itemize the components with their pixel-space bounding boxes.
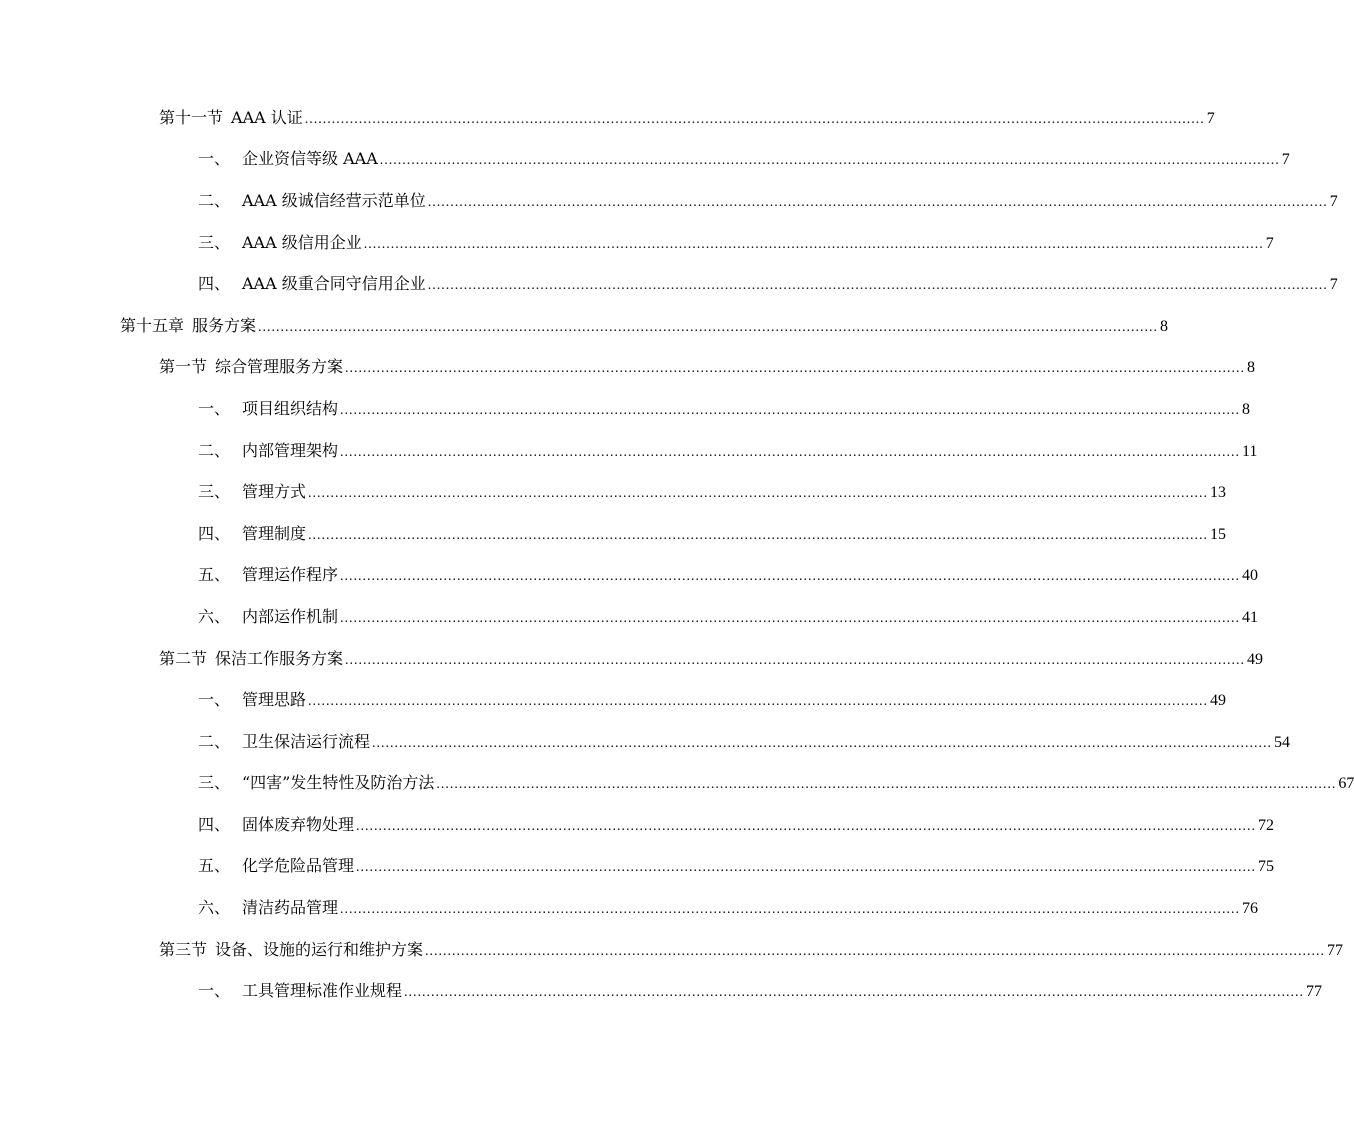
toc-entry-number: 第十五章: [120, 315, 185, 335]
toc-page-number: 7: [1265, 234, 1274, 252]
toc-dot-leader: ........................................................................................................................................................................................................: [308, 694, 1209, 710]
toc-entry-line: [198, 232, 1274, 255]
toc-entry-title: 管理运作程序: [242, 565, 339, 585]
toc-dot-leader: ........................................................................................................................................................................................................: [340, 902, 1241, 918]
toc-entry-title: 内部管理架构: [242, 440, 339, 460]
toc-entry[interactable]: [0, 181, 1338, 223]
toc-page-number: 11: [1242, 442, 1258, 460]
toc-entry-line: [198, 814, 1275, 837]
toc-entry-number: 二、: [198, 190, 231, 210]
toc-entry-title: 服务方案: [192, 315, 257, 335]
toc-entry-number: 三、: [198, 232, 231, 252]
toc-dot-leader: ........................................................................................................................................................................................................: [427, 278, 1328, 294]
toc-entry-title: AAA 级诚信经营示范单位: [242, 190, 426, 210]
toc-entry-line: [198, 731, 1291, 754]
toc-entry-line: [198, 898, 1259, 920]
toc-entry-number: 一、: [198, 149, 231, 169]
toc-page-number: 8: [1242, 400, 1251, 418]
toc-entry-line: [198, 565, 1259, 587]
toc-page-number: 77: [1327, 941, 1344, 959]
toc-entry[interactable]: [0, 514, 1227, 556]
toc-page-number: 54: [1274, 733, 1291, 751]
toc-dot-leader: ........................................................................................................................................................................................................: [345, 652, 1246, 668]
toc-entry[interactable]: [0, 764, 1354, 806]
toc-entry-title: 固体废弃物处理: [242, 814, 355, 834]
toc-entry-title: 企业资信等级 AAA: [242, 149, 378, 169]
toc-entry-title: 管理制度: [242, 523, 307, 543]
toc-page-number: 76: [1242, 900, 1259, 918]
toc-entry-title: 管理思路: [242, 690, 307, 710]
toc-entry-line: [198, 773, 1354, 795]
toc-entry-line: [198, 440, 1258, 463]
toc-entry[interactable]: [0, 348, 1256, 390]
toc-entry-number: 四、: [198, 274, 231, 294]
toc-page-number: 7: [1281, 151, 1290, 169]
toc-entry-line: [159, 939, 1344, 962]
toc-entry-number: 一、: [198, 690, 231, 710]
toc-entry-number: 六、: [198, 898, 231, 918]
toc-entry-number: 二、: [198, 731, 231, 751]
toc-dot-leader: ........................................................................................................................................................................................................: [425, 943, 1326, 959]
toc-entry-title: 保洁工作服务方案: [215, 648, 344, 668]
toc-page-number: 7: [1206, 109, 1215, 127]
toc-entry-line: [198, 149, 1290, 171]
toc-entry-title: 清洁药品管理: [242, 898, 339, 918]
toc-entry-title: 工具管理标准作业规程: [242, 981, 403, 1001]
toc-entry-line: [198, 482, 1227, 504]
toc-dot-leader: ........................................................................................................................................................................................................: [308, 486, 1209, 502]
toc-entry-number: 四、: [198, 814, 231, 834]
toc-entry[interactable]: [0, 431, 1258, 473]
toc-entry-number: 四、: [198, 523, 231, 543]
toc-dot-leader: ........................................................................................................................................................................................................: [427, 194, 1328, 210]
toc-entry-line: [198, 981, 1323, 1003]
toc-entry-title: AAA 级重合同守信用企业: [242, 274, 426, 294]
toc-entry-line: [198, 690, 1227, 712]
toc-entry[interactable]: [0, 971, 1323, 1013]
toc-entry[interactable]: [0, 805, 1275, 847]
toc-entry-line: [159, 648, 1264, 671]
toc-page-number: 8: [1160, 317, 1169, 335]
toc-dot-leader: ........................................................................................................................................................................................................: [304, 111, 1205, 127]
table-of-contents: [0, 98, 1354, 1013]
toc-page-number: 77: [1306, 983, 1323, 1001]
toc-dot-leader: ........................................................................................................................................................................................................: [404, 985, 1305, 1001]
toc-entry-number: 五、: [198, 565, 231, 585]
toc-entry-line: [120, 315, 1169, 338]
toc-dot-leader: ........................................................................................................................................................................................................: [340, 610, 1241, 626]
toc-entry-title: 化学危险品管理: [242, 856, 355, 876]
toc-entry[interactable]: [0, 930, 1344, 972]
toc-page-number: 72: [1258, 816, 1275, 834]
toc-entry-number: 一、: [198, 981, 231, 1001]
toc-entry[interactable]: [0, 98, 1215, 140]
toc-entry[interactable]: [0, 389, 1251, 431]
toc-entry-number: 五、: [198, 856, 231, 876]
toc-entry[interactable]: [0, 472, 1227, 514]
toc-entry[interactable]: [0, 722, 1291, 764]
toc-dot-leader: ........................................................................................................................................................................................................: [363, 236, 1264, 252]
toc-entry-number: 第二节: [159, 648, 208, 668]
toc-dot-leader: ........................................................................................................................................................................................................: [258, 319, 1159, 335]
toc-entry[interactable]: [0, 847, 1275, 889]
toc-page-number: 13: [1210, 484, 1227, 502]
toc-dot-leader: ........................................................................................................................................................................................................: [340, 569, 1241, 585]
toc-entry-title: 卫生保洁运行流程: [242, 731, 371, 751]
toc-page-number: 49: [1210, 692, 1227, 710]
toc-entry-title: 内部运作机制: [242, 606, 339, 626]
toc-entry-number: 三、: [198, 773, 231, 793]
toc-dot-leader: ........................................................................................................................................................................................................: [436, 777, 1337, 793]
toc-entry-title: “四害”发生特性及防治方法: [242, 773, 435, 793]
toc-entry[interactable]: [0, 264, 1338, 306]
toc-page-number: 7: [1329, 192, 1338, 210]
toc-entry[interactable]: [0, 556, 1259, 598]
toc-entry-line: [159, 357, 1256, 379]
toc-dot-leader: ........................................................................................................................................................................................................: [345, 361, 1246, 377]
toc-entry-number: 三、: [198, 482, 231, 502]
toc-page-number: 41: [1242, 608, 1259, 626]
toc-dot-leader: ........................................................................................................................................................................................................: [340, 444, 1241, 460]
toc-page-number: 40: [1242, 567, 1259, 585]
toc-entry[interactable]: [0, 306, 1169, 348]
toc-dot-leader: ........................................................................................................................................................................................................: [356, 860, 1257, 876]
toc-entry-number: 第一节: [159, 357, 208, 377]
toc-entry-number: 第三节: [159, 939, 208, 959]
toc-entry[interactable]: [0, 888, 1259, 930]
toc-entry[interactable]: [0, 680, 1227, 722]
toc-page-number: 75: [1258, 858, 1275, 876]
toc-entry-title: 设备、设施的运行和维护方案: [215, 939, 424, 959]
toc-dot-leader: ........................................................................................................................................................................................................: [379, 153, 1280, 169]
toc-entry-number: 六、: [198, 606, 231, 626]
toc-entry-line: [159, 107, 1215, 130]
toc-entry-line: [198, 523, 1227, 546]
toc-entry[interactable]: [0, 597, 1259, 639]
toc-entry-line: [198, 398, 1251, 421]
toc-entry-title: 项目组织结构: [242, 398, 339, 418]
toc-dot-leader: ........................................................................................................................................................................................................: [372, 735, 1273, 751]
toc-dot-leader: ........................................................................................................................................................................................................: [356, 818, 1257, 834]
toc-entry-title: 管理方式: [242, 482, 307, 502]
toc-entry-line: [198, 856, 1275, 878]
toc-entry-number: 第十一节: [159, 107, 224, 127]
toc-page-number: 7: [1329, 276, 1338, 294]
toc-entry-line: [198, 606, 1259, 629]
toc-entry-number: 二、: [198, 440, 231, 460]
toc-page-number: 49: [1247, 650, 1264, 668]
toc-entry[interactable]: [0, 223, 1274, 265]
toc-entry-title: AAA 认证: [231, 107, 303, 127]
toc-entry[interactable]: [0, 639, 1264, 681]
toc-dot-leader: ........................................................................................................................................................................................................: [308, 527, 1209, 543]
toc-entry-number: 一、: [198, 398, 231, 418]
toc-entry-line: [198, 274, 1338, 296]
toc-entry-line: [198, 190, 1338, 213]
toc-page-number: 8: [1247, 359, 1256, 377]
toc-entry[interactable]: [0, 140, 1290, 182]
toc-entry-title: 综合管理服务方案: [215, 357, 344, 377]
toc-page-number: 15: [1210, 525, 1227, 543]
toc-dot-leader: ........................................................................................................................................................................................................: [340, 402, 1241, 418]
toc-page-number: 67: [1338, 775, 1354, 793]
toc-entry-title: AAA 级信用企业: [242, 232, 362, 252]
